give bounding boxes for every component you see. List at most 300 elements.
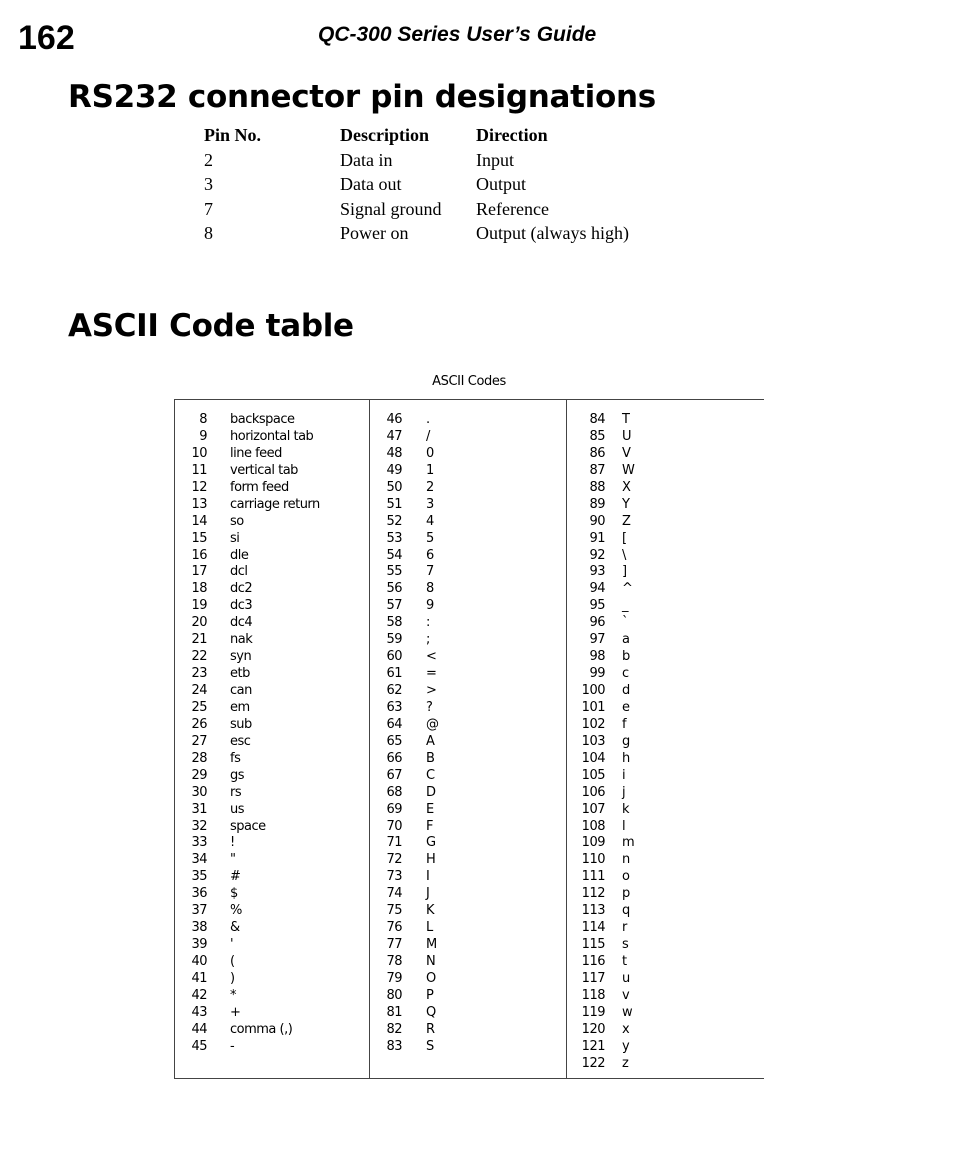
ascii-character: si [230, 530, 240, 546]
ascii-character: space [230, 818, 266, 834]
rs232-pin-table [200, 123, 629, 246]
ascii-character: l [622, 818, 626, 834]
ascii-character: b [622, 649, 630, 665]
ascii-code-number: 113 [581, 903, 605, 919]
ascii-row [175, 615, 365, 632]
ascii-character: @ [426, 716, 439, 732]
ascii-row [568, 615, 763, 632]
ascii-character: 1 [426, 462, 434, 478]
ascii-row [568, 463, 763, 480]
ascii-character: ) [230, 970, 235, 986]
ascii-row [371, 649, 561, 666]
ascii-character: o [622, 869, 630, 885]
ascii-row [568, 564, 763, 581]
ascii-character: B [426, 750, 435, 766]
ascii-column-2 [371, 412, 561, 1056]
ascii-row [371, 751, 561, 768]
ascii-character: H [426, 852, 436, 868]
ascii-code-number: 73 [386, 869, 402, 885]
ascii-code-number: 52 [386, 513, 402, 529]
ascii-character: r [622, 920, 627, 936]
ascii-character: i [622, 767, 626, 783]
ascii-code-number: 15 [191, 530, 207, 546]
ascii-character: dcl [230, 564, 248, 580]
ascii-row [175, 835, 365, 852]
ascii-character: J [426, 886, 430, 902]
ascii-character: dc4 [230, 615, 253, 631]
pin-table-row [200, 172, 629, 197]
pin-description-cell: Data in [340, 149, 393, 170]
ascii-row [371, 480, 561, 497]
ascii-code-number: 14 [191, 513, 207, 529]
ascii-row [371, 869, 561, 886]
ascii-character: O [426, 970, 436, 986]
ascii-character: ! [230, 835, 235, 851]
ascii-row [175, 886, 365, 903]
ascii-row [568, 514, 763, 531]
ascii-code-number: 16 [191, 547, 207, 563]
ascii-row [371, 835, 561, 852]
ascii-row [568, 734, 763, 751]
ascii-code-number: 74 [386, 886, 402, 902]
pin-description-cell: Data out [340, 174, 402, 194]
ascii-row [371, 564, 561, 581]
ascii-character: c [622, 666, 629, 682]
ascii-character: E [426, 801, 434, 817]
ascii-code-number: 42 [191, 987, 207, 1003]
ascii-code-number: 83 [386, 1038, 402, 1054]
ascii-row [568, 717, 763, 734]
ascii-row [175, 429, 365, 446]
ascii-row [175, 920, 365, 937]
ascii-column-3 [568, 412, 763, 1073]
ascii-code-number: 30 [191, 784, 207, 800]
ascii-code-number: 111 [581, 869, 605, 885]
ascii-row [175, 666, 365, 683]
pin-direction-cell: Input [476, 149, 514, 170]
ascii-code-number: 62 [386, 683, 402, 698]
ascii-code-number: 76 [386, 920, 402, 936]
ascii-character: z [622, 1055, 629, 1071]
ascii-row [568, 480, 763, 497]
ascii-character: v [622, 987, 630, 1003]
ascii-character: 4 [426, 513, 434, 529]
ascii-code-number: 54 [386, 547, 402, 563]
ascii-row [371, 429, 561, 446]
ascii-code-number: 22 [191, 649, 207, 665]
ascii-character: / [426, 428, 430, 444]
running-header-title: QC-300 Series User’s Guide [318, 23, 597, 46]
ascii-row [175, 480, 365, 497]
ascii-code-number: 23 [191, 666, 207, 682]
ascii-code-number: 70 [386, 818, 402, 834]
ascii-character: gs [230, 767, 245, 783]
ascii-code-number: 105 [581, 767, 605, 783]
ascii-character: > [426, 683, 437, 698]
ascii-row [568, 548, 763, 565]
ascii-code-number: 19 [191, 598, 207, 614]
ascii-row [175, 683, 365, 700]
ascii-code-number: 61 [386, 666, 402, 682]
ascii-character: P [426, 987, 434, 1003]
ascii-row [175, 1022, 365, 1039]
ascii-character: 6 [426, 547, 434, 563]
ascii-character: ; [426, 632, 430, 648]
ascii-code-number: 31 [191, 801, 207, 817]
ascii-section-heading: ASCII Code table [68, 308, 354, 344]
ascii-character: N [426, 954, 436, 969]
pin-number-cell: 7 [204, 198, 213, 219]
ascii-code-number: 46 [386, 412, 402, 427]
ascii-row [568, 1039, 763, 1056]
ascii-code-number: 60 [386, 649, 402, 665]
pin-number-cell: 3 [204, 174, 213, 194]
ascii-character: < [426, 649, 437, 665]
ascii-code-number: 116 [581, 954, 605, 969]
ascii-character: G [426, 835, 436, 851]
pin-table-row [200, 197, 629, 222]
ascii-character: \ [622, 547, 626, 563]
ascii-character: I [426, 869, 430, 885]
ascii-row [175, 700, 365, 717]
ascii-character: S [426, 1038, 434, 1054]
ascii-row [371, 734, 561, 751]
pin-direction-cell: Output (always high) [476, 223, 629, 243]
ascii-character: p [622, 886, 630, 902]
ascii-table-caption: ASCII Codes [432, 374, 506, 389]
ascii-row [175, 852, 365, 869]
ascii-row [568, 1005, 763, 1022]
ascii-code-number: 104 [581, 750, 605, 766]
ascii-row [568, 903, 763, 920]
ascii-row [568, 497, 763, 514]
ascii-code-number: 9 [199, 428, 207, 444]
ascii-row [568, 835, 763, 852]
ascii-row [568, 819, 763, 836]
ascii-code-number: 13 [191, 496, 207, 512]
pin-number-column-header: Pin No. [204, 125, 262, 145]
ascii-row [371, 852, 561, 869]
ascii-code-number: 89 [589, 496, 605, 512]
ascii-character: a [622, 632, 630, 648]
ascii-code-number: 47 [386, 428, 402, 444]
ascii-character: g [622, 733, 630, 749]
ascii-row [175, 598, 365, 615]
ascii-row [175, 954, 365, 971]
ascii-row [371, 920, 561, 937]
ascii-code-number: 115 [581, 937, 605, 953]
ascii-row [371, 971, 561, 988]
ascii-row [568, 581, 763, 598]
ascii-row [371, 700, 561, 717]
ascii-character: W [622, 462, 635, 478]
ascii-code-number: 87 [589, 462, 605, 478]
ascii-character: fs [230, 750, 241, 766]
ascii-row [371, 802, 561, 819]
pin-table-header-row [200, 123, 629, 148]
ascii-code-number: 81 [386, 1004, 402, 1020]
ascii-code-number: 110 [581, 852, 605, 868]
ascii-row [371, 768, 561, 785]
ascii-code-number: 43 [191, 1004, 207, 1020]
ascii-row [568, 886, 763, 903]
ascii-character: m [622, 835, 635, 851]
ascii-row [568, 412, 763, 429]
ascii-code-number: 82 [386, 1021, 402, 1037]
ascii-code-number: 100 [581, 683, 605, 698]
ascii-row [568, 852, 763, 869]
ascii-row [175, 446, 365, 463]
ascii-character: j [622, 784, 626, 800]
rs232-section-heading: RS232 connector pin designations [68, 79, 656, 115]
ascii-code-number: 120 [581, 1021, 605, 1037]
ascii-row [175, 903, 365, 920]
ascii-code-number: 58 [386, 615, 402, 631]
ascii-character: dc2 [230, 581, 253, 597]
ascii-row [568, 649, 763, 666]
ascii-code-number: 99 [589, 666, 605, 682]
ascii-code-number: 64 [386, 716, 402, 732]
ascii-row [371, 598, 561, 615]
ascii-code-number: 50 [386, 479, 402, 495]
ascii-row [175, 548, 365, 565]
ascii-row [371, 446, 561, 463]
ascii-row [371, 1039, 561, 1056]
ascii-row [175, 717, 365, 734]
ascii-character: ` [622, 615, 628, 631]
ascii-row [568, 666, 763, 683]
ascii-code-number: 96 [589, 615, 605, 631]
ascii-row [175, 564, 365, 581]
ascii-character: 0 [426, 445, 434, 461]
description-column-header: Description [340, 125, 429, 145]
ascii-code-number: 57 [386, 598, 402, 614]
ascii-row [175, 412, 365, 429]
ascii-code-number: 109 [581, 835, 605, 851]
ascii-row [371, 666, 561, 683]
ascii-row [175, 632, 365, 649]
ascii-row [371, 1005, 561, 1022]
ascii-row [568, 429, 763, 446]
pin-direction-cell: Output [476, 174, 527, 194]
ascii-row [371, 886, 561, 903]
ascii-code-number: 67 [386, 767, 402, 783]
ascii-row [175, 1039, 365, 1056]
ascii-code-number: 121 [581, 1038, 605, 1054]
ascii-character: x [622, 1021, 630, 1037]
ascii-row [175, 802, 365, 819]
ascii-character: = [426, 666, 437, 682]
ascii-code-number: 38 [191, 920, 207, 936]
ascii-code-number: 85 [589, 428, 605, 444]
ascii-character: L [426, 920, 433, 936]
ascii-character: f [622, 716, 627, 732]
ascii-code-number: 8 [199, 412, 207, 427]
ascii-character: syn [230, 649, 252, 665]
ascii-code-number: 37 [191, 903, 207, 919]
ascii-character: e [622, 699, 630, 715]
ascii-row [568, 632, 763, 649]
ascii-code-number: 92 [589, 547, 605, 563]
pin-description-cell: Power on [340, 223, 409, 243]
ascii-row [568, 751, 763, 768]
ascii-row [568, 700, 763, 717]
ascii-code-number: 44 [191, 1021, 207, 1037]
ascii-character: K [426, 903, 435, 919]
page-number: 162 [18, 19, 75, 57]
pin-table-row [200, 221, 629, 246]
ascii-character: backspace [230, 412, 295, 427]
ascii-row [371, 785, 561, 802]
ascii-character: Q [426, 1004, 436, 1020]
ascii-code-number: 65 [386, 733, 402, 749]
ascii-character: line feed [230, 445, 282, 461]
ascii-character: ' [230, 937, 234, 953]
ascii-character: X [622, 479, 631, 495]
ascii-code-number: 88 [589, 479, 605, 495]
ascii-character: h [622, 750, 630, 766]
ascii-code-number: 117 [581, 970, 605, 986]
ascii-row [371, 548, 561, 565]
ascii-character: + [230, 1004, 241, 1020]
ascii-row [568, 937, 763, 954]
ascii-code-number: 93 [589, 564, 605, 580]
ascii-code-number: 69 [386, 801, 402, 817]
ascii-row [175, 514, 365, 531]
ascii-code-number: 18 [191, 581, 207, 597]
ascii-code-number: 72 [386, 852, 402, 868]
ascii-character: T [622, 412, 630, 427]
ascii-code-number: 106 [581, 784, 605, 800]
ascii-row [371, 717, 561, 734]
ascii-character: s [622, 937, 629, 953]
ascii-code-number: 33 [191, 835, 207, 851]
ascii-character: dc3 [230, 598, 253, 614]
ascii-row [175, 1005, 365, 1022]
ascii-row [175, 734, 365, 751]
ascii-code-number: 102 [581, 716, 605, 732]
ascii-code-number: 63 [386, 699, 402, 715]
ascii-character: : [426, 615, 430, 631]
ascii-code-number: 107 [581, 801, 605, 817]
ascii-code-number: 98 [589, 649, 605, 665]
ascii-character: em [230, 699, 250, 715]
ascii-character: y [622, 1038, 630, 1054]
ascii-code-number: 29 [191, 767, 207, 783]
ascii-code-number: 122 [581, 1055, 605, 1071]
ascii-code-number: 48 [386, 445, 402, 461]
ascii-row [175, 649, 365, 666]
ascii-character: V [622, 445, 631, 461]
ascii-character: dle [230, 547, 249, 563]
ascii-row [568, 802, 763, 819]
ascii-code-number: 114 [581, 920, 605, 936]
ascii-character: & [230, 920, 240, 936]
ascii-row [371, 937, 561, 954]
ascii-row [175, 785, 365, 802]
ascii-code-number: 101 [581, 699, 605, 715]
ascii-row [568, 1056, 763, 1073]
ascii-character: esc [230, 733, 251, 749]
ascii-code-number: 41 [191, 970, 207, 986]
ascii-character: F [426, 818, 433, 834]
ascii-row [371, 632, 561, 649]
ascii-character: - [230, 1038, 235, 1054]
ascii-code-number: 21 [191, 632, 207, 648]
ascii-row [371, 581, 561, 598]
ascii-row [568, 920, 763, 937]
ascii-code-number: 84 [589, 412, 605, 427]
ascii-character: us [230, 801, 245, 817]
ascii-code-number: 75 [386, 903, 402, 919]
ascii-code-number: 94 [589, 581, 605, 597]
ascii-row [371, 954, 561, 971]
ascii-row [175, 988, 365, 1005]
ascii-code-number: 27 [191, 733, 207, 749]
ascii-character: 9 [426, 598, 434, 614]
ascii-character: comma (,) [230, 1021, 293, 1037]
ascii-row [371, 819, 561, 836]
ascii-character: etb [230, 666, 250, 682]
pin-direction-cell: Reference [476, 198, 549, 219]
ascii-character: 5 [426, 530, 434, 546]
ascii-row [175, 971, 365, 988]
ascii-character: 2 [426, 479, 434, 495]
ascii-code-number: 68 [386, 784, 402, 800]
ascii-row [371, 615, 561, 632]
pin-table-row [200, 148, 629, 173]
ascii-code-number: 11 [191, 462, 207, 478]
ascii-code-number: 32 [191, 818, 207, 834]
ascii-code-number: 53 [386, 530, 402, 546]
ascii-character: U [622, 428, 632, 444]
ascii-character: $ [230, 886, 238, 902]
ascii-character: Z [622, 513, 631, 529]
ascii-code-number: 66 [386, 750, 402, 766]
ascii-code-number: 10 [191, 445, 207, 461]
ascii-code-number: 36 [191, 886, 207, 902]
ascii-code-number: 71 [386, 835, 402, 851]
ascii-code-number: 20 [191, 615, 207, 631]
ascii-row [568, 531, 763, 548]
ascii-code-number: 119 [581, 1004, 605, 1020]
ascii-code-table [174, 399, 764, 1079]
ascii-code-number: 56 [386, 581, 402, 597]
ascii-row [371, 514, 561, 531]
ascii-code-number: 91 [589, 530, 605, 546]
ascii-row [568, 446, 763, 463]
ascii-row [371, 988, 561, 1005]
ascii-code-number: 26 [191, 716, 207, 732]
ascii-code-number: 80 [386, 987, 402, 1003]
ascii-character: 8 [426, 581, 434, 597]
ascii-character: A [426, 733, 435, 749]
ascii-character: q [622, 903, 630, 919]
ascii-row [175, 463, 365, 480]
ascii-row [371, 683, 561, 700]
column-divider [566, 400, 567, 1078]
ascii-code-number: 78 [386, 954, 402, 969]
ascii-row [371, 1022, 561, 1039]
ascii-code-number: 45 [191, 1038, 207, 1054]
ascii-character: M [426, 937, 437, 953]
ascii-character: ( [230, 954, 235, 969]
ascii-row [175, 751, 365, 768]
ascii-character: t [622, 954, 627, 969]
ascii-code-number: 112 [581, 886, 605, 902]
ascii-row [568, 988, 763, 1005]
ascii-character: " [230, 852, 236, 868]
